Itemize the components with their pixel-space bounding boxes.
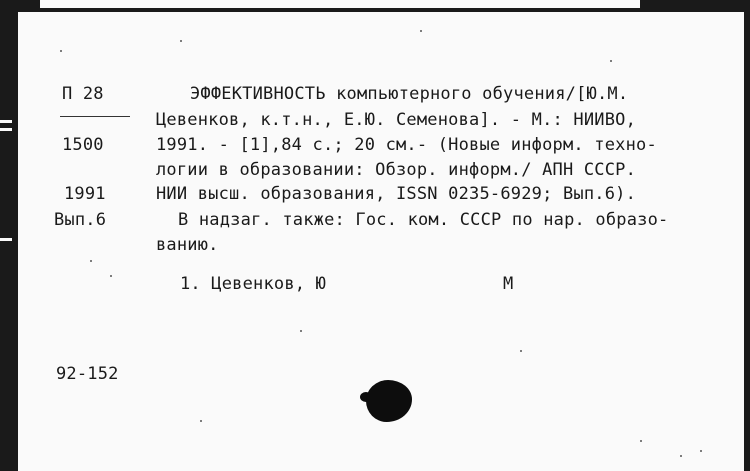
description-line-6: В надзаг. также: Гос. ком. СССР по нар. образо- (178, 210, 669, 230)
call-number: 1500 (62, 135, 104, 155)
scan-border-left (0, 0, 18, 471)
scan-speckle (640, 440, 642, 442)
scan-speckle (300, 330, 302, 332)
description-line-7: ванию. (156, 235, 219, 255)
scan-speckle (90, 260, 92, 262)
scan-notch (0, 238, 12, 241)
scan-notch (0, 128, 12, 131)
description-line-1: ЭФФЕКТИВНОСТЬ компьютерного обучения/[Ю.М. (190, 84, 629, 104)
description-line-3: 1991. - [1],84 с.; 20 см.- (Новые информ. техно- (156, 135, 657, 155)
shelf-mark: П 28 (62, 84, 104, 104)
scan-speckle (180, 40, 182, 42)
description-line-4: логии в образовании: Обзор. информ./ АПН СССР. (156, 160, 637, 180)
call-year: 1991 (64, 184, 106, 204)
scan-speckle (610, 60, 612, 62)
accession-number: 92-152 (56, 364, 119, 384)
call-issue: Вып.6 (54, 210, 107, 230)
scan-speckle (60, 50, 62, 52)
scan-speckle (200, 420, 202, 422)
description-line-2: Цевенков, к.т.н., Е.Ю. Семенова]. - М.: НИИВО, (156, 110, 637, 130)
scan-speckle (520, 350, 522, 352)
scan-border-gap (40, 0, 640, 8)
scan-speckle (680, 455, 682, 457)
shelf-mark-underline (60, 116, 130, 117)
ink-blot (366, 380, 412, 422)
scan-speckle (420, 30, 422, 32)
scan-notch (0, 120, 12, 123)
scan-speckle (110, 275, 112, 277)
scan-border-right (744, 0, 750, 471)
tracing-mark: М (503, 274, 514, 294)
tracing-entry: 1. Цевенков, Ю (180, 274, 327, 294)
scan-speckle (700, 450, 702, 452)
description-line-5: НИИ высш. образования, ISSN 0235-6929; Вып.6). (156, 184, 637, 204)
